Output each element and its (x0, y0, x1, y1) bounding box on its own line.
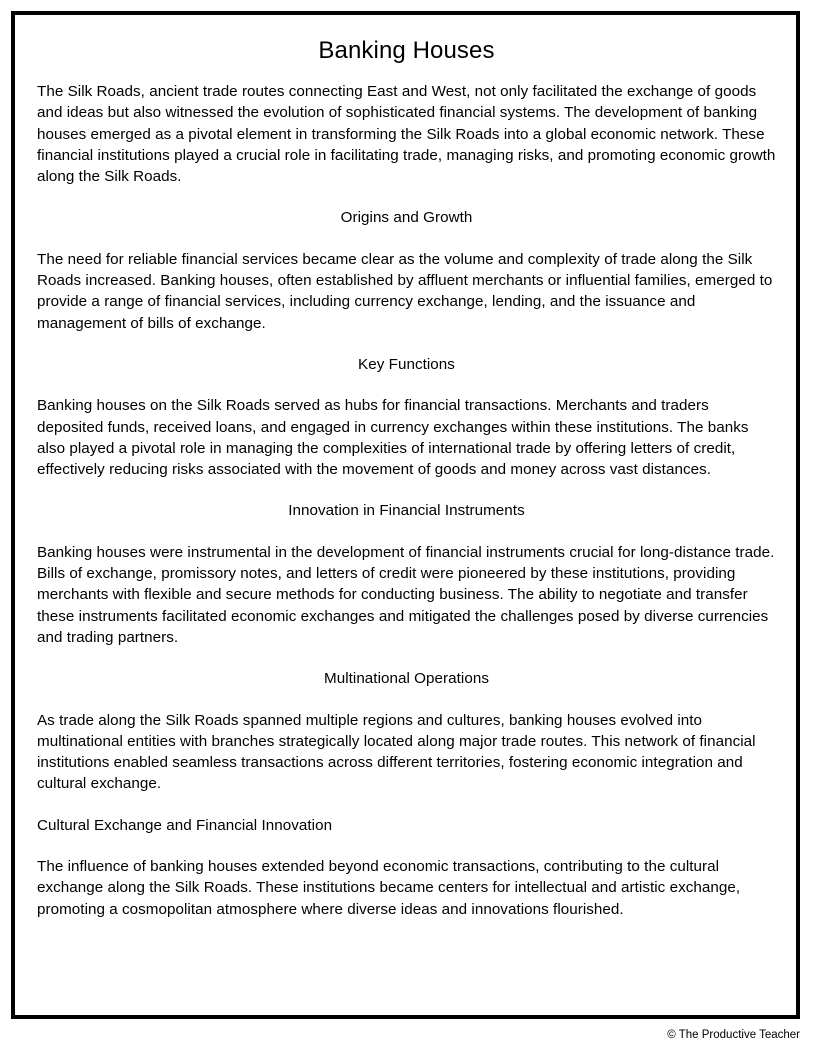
section-heading: Multinational Operations (324, 670, 489, 688)
document-content-area (15, 15, 796, 1015)
section-heading: Innovation in Financial Instruments (288, 502, 525, 520)
body-paragraph: The influence of banking houses extended beyond economic transactions, contributing to the cultural exchange along the Silk Roads. These institutions became centers for intellectual and artistic exchange, promoting a cosmopolitan atmosphere where diverse ideas and innovations flourished. (37, 858, 741, 918)
document-border-frame (11, 11, 800, 1019)
section-heading: Cultural Exchange and Financial Innovation (37, 816, 333, 834)
page-title: Banking Houses (318, 37, 495, 64)
body-paragraph: Banking houses on the Silk Roads served as hubs for financial transactions. Merchants and traders deposited funds, received loans, and engaged in currency exchanges within these institutions. The banks also played a pivotal role in managing the complexities of international trade by offering letters of credit, effectively reducing risks associated with the movement of goods and money across vast distances. (37, 397, 749, 479)
section-heading: Key Functions (358, 355, 455, 373)
body-paragraph: The need for reliable financial services became clear as the volume and complexity of trade along the Silk Roads increased. Banking houses, often established by affluent merchants or influential families, emerged to provide a range of financial services, including currency exchange, lending, and the issuance and management of bills of exchange. (37, 250, 773, 332)
body-paragraph: As trade along the Silk Roads spanned multiple regions and cultures, banking houses evolved into multinational entities with branches strategically located along major trade routes. This network of financial institutions enabled seamless transactions across different territories, fostering economic integration and cultural exchange. (37, 711, 756, 793)
section-heading: Origins and Growth (340, 209, 473, 227)
body-paragraph: Banking houses were instrumental in the development of financial instruments crucial for long-distance trade. Bills of exchange, promissory notes, and letters of credit were pioneered by these institutions, providing merchants with flexible and secure methods for conducting business. The ability to negotiate and transfer these instruments facilitated economic exchanges and mitigated the challenges posed by diverse currencies and trading partners. (37, 543, 775, 646)
document-body (37, 81, 776, 920)
body-paragraph: The Silk Roads, ancient trade routes connecting East and West, not only facilitated the exchange of goods and ideas but also witnessed the evolution of sophisticated financial systems. The development of banking houses emerged as a pivotal element in transforming the Silk Roads into a global economic network. These financial institutions played a crucial role in facilitating trade, managing risks, and promoting economic growth along the Silk Roads. (37, 83, 776, 186)
footer-credit: © The Productive Teacher (667, 1029, 800, 1041)
